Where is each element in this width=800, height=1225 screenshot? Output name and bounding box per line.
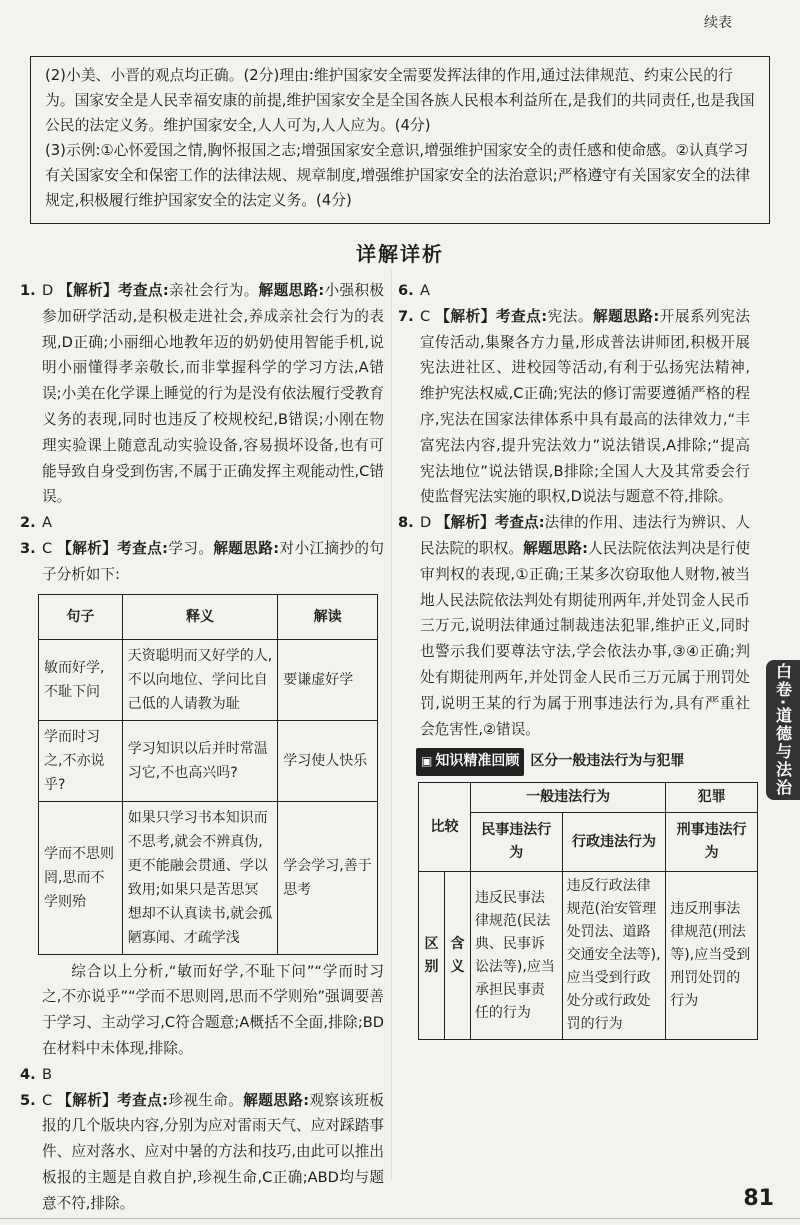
table-cell: 违反行政法律规范(治安管理处罚法、道路交通安全法等),应当受到行政处分或行政处罚的行为: [562, 872, 666, 1040]
continued-label: 续表: [704, 15, 732, 31]
table-cell: 违反民事法律规范(民法典、民事诉讼法等),应当承担民事责任的行为: [470, 872, 562, 1040]
page-number: 81: [743, 1186, 774, 1211]
table-cell: 含义: [444, 872, 470, 1040]
table-row: [39, 639, 378, 720]
question-5: [20, 1088, 384, 1217]
comparison-table: [418, 782, 758, 1040]
column-divider: [391, 270, 392, 1180]
answer: C: [42, 539, 53, 557]
table-cell: 学会学习,善于思考: [278, 801, 378, 954]
table-row: [419, 872, 758, 1040]
table-cell: 学而时习之,不亦说乎?: [39, 720, 123, 801]
intro: 对小江摘抄的句子分析如下:: [42, 539, 384, 583]
right-column: [398, 278, 750, 1040]
question-number: 2.: [20, 514, 36, 532]
analysis-tag: 【解析】: [57, 1091, 118, 1109]
table-header: 民事违法行为: [470, 813, 562, 872]
question-number: 8.: [398, 514, 414, 532]
table-cell: 区别: [419, 872, 445, 1040]
idea-label: 解题思路:: [523, 539, 588, 557]
answer: C: [420, 307, 431, 325]
idea-label: 解题思路:: [592, 307, 660, 325]
knowledge-point: 法律的作用、违法行为辨识、人民法院的职权。: [420, 514, 750, 557]
book-icon: ▣: [421, 754, 433, 769]
section-title: 详解详析: [356, 242, 444, 266]
explanation: 开展系列宪法宣传活动,集聚各方力量,形成普法讲师团,积极开展宪法进社区、进校园等活动,有利于弘扬宪法精神,维护宪法权威,C正确;宪法的修订需要遵循严格的程序,宪法在国家法律体系中具有最高的法律效力,“丰富宪法内容,提升宪法效力”说法错误,A排除;“提高宪法地位”说法错误,B排除;全国人大及其常委会行使监督宪法实施的职权,D说法与题意不符,排除。: [420, 307, 750, 506]
answer: D: [420, 514, 432, 532]
table-cell: 要谦虚好学: [278, 639, 378, 720]
question-7: [398, 304, 750, 510]
question-2: [20, 510, 384, 536]
table-row: [39, 801, 378, 954]
question-number: 3.: [20, 539, 36, 557]
kp-label: 考查点:: [118, 282, 169, 299]
table-header: 句子: [39, 594, 123, 639]
answer: D: [42, 282, 54, 299]
table-cell: 如果只学习书本知识而不思考,就会不辨真伪,更不能融会贯通、学以致用;如果只是苦思冥想却不认真读书,就会孤陋寡闻、才疏学浅: [122, 801, 278, 954]
table-cell: 学习知识以后并时常温习它,不也高兴吗?: [122, 720, 278, 801]
answer-part-2: (2)小美、小晋的观点均正确。(2分)理由:维护国家安全需要发挥法律的作用,通过法律规范、约束公民的行为。国家安全是人民幸福安康的前提,维护国家安全是全国各族人民根本利益所在,是我们的共同责任,也是我国公民的法定义务。维护国家安全,人人可为,人人应为。(4分): [45, 67, 755, 134]
table-header: 行政违法行为: [562, 813, 666, 872]
question-3: [20, 536, 384, 588]
question-number: 6.: [398, 282, 414, 299]
table-cell: 违反刑事法律规范(刑法等),应当受到刑罚处罚的行为: [666, 872, 758, 1040]
table-header: 释义: [122, 594, 278, 639]
badge-label: 知识精准回顾: [435, 753, 520, 770]
table-cell: 学习使人快乐: [278, 720, 378, 801]
question-1: [20, 278, 384, 510]
idea-label: 解题思路:: [258, 282, 325, 299]
explanation: 人民法院依法判决是行使审判权的表现,①正确;王某多次窃取他人财物,被当地人民法院依法判处有期徒刑两年,并处罚金人民币三万元,说明法律通过制裁违法犯罪,维护正义,同时也警示我们要尊法守法,学会依法办事,③④正确;判处有期徒刑两年,并处罚金人民币三万元属于刑罚处罚,说明王某的行为属于刑事违法行为,具有严重社会危害性,②错误。: [420, 539, 750, 738]
question-number: 1.: [20, 282, 36, 299]
q3-conclusion: 综合以上分析,“敏而好学,不耻下问”“学而时习之,不亦说乎”“学而不思则罔,思而不学则殆”强调要善于学习、主动学习,C符合题意;A概括不全面,排除;BD在材料中未体现,排除。: [42, 962, 384, 1057]
explanation: 小强积极参加研学活动,是积极走进社会,养成亲社会行为的表现,D正确;小丽细心地教年迈的奶奶使用智能手机,说明小丽懂得孝亲敬长,而非掌握科学的学习方法,A错误;小美在化学课上睡觉的行为是没有依法履行受教育义务的表现,同时也违反了校规校纪,B错误;小刚在物理实验课上随意乱动实验设备,容易损坏设备,也有可能导致自身受到伤害,不属于正确发挥主观能动性,C错误。: [42, 282, 384, 506]
analysis-tag: 【解析】: [58, 282, 118, 299]
idea-label: 解题思路:: [213, 539, 280, 557]
answer: C: [42, 1091, 53, 1109]
answer-part-3: (3)示例:①心怀爱国之情,胸怀报国之志;增强国家安全意识,增强维护国家安全的责任感和使命感。②认真学习有关国家安全和保密工作的法律法规、规章制度,增强维护国家安全的法治意识;严格遵守有关国家安全的法律规定,积极履行维护国家安全的法定义务。(4分): [45, 142, 751, 209]
knowledge-point: 亲社会行为。: [168, 282, 259, 299]
table-cell: 天资聪明而又好学的人,不以向地位、学问比自己低的人请教为耻: [122, 639, 278, 720]
explanation: 观察该班板报的几个版块内容,分别为应对雷雨天气、应对踩踏事件、应对落水、应对中暑的方法和技巧,由此可以推出板报的主题是自救自护,珍视生命,C正确;ABD均与题意不符,排除。: [42, 1091, 384, 1212]
table-cell: 学而不思则罔,思而不学则殆: [39, 801, 123, 954]
table-header: 一般违法行为: [470, 783, 665, 813]
analysis-tag: 【解析】: [435, 307, 496, 325]
kp-label: 考查点:: [495, 307, 548, 325]
knowledge-point: 珍视生命。: [167, 1091, 244, 1109]
table-header: 解读: [278, 594, 378, 639]
idea-label: 解题思路:: [243, 1091, 310, 1109]
left-column: [20, 278, 384, 1217]
knowledge-badge: [416, 748, 524, 776]
kp-label: 考查点:: [117, 539, 168, 557]
table-cell: 敏而好学,不耻下问: [39, 639, 123, 720]
table-header: 比较: [419, 783, 471, 872]
answer: A: [420, 282, 430, 299]
table-header: 犯罪: [666, 783, 758, 813]
footer-line: [0, 1218, 800, 1219]
side-tab: 白卷·道德与法治: [766, 660, 800, 800]
knowledge-review: [416, 748, 750, 776]
question-6: [398, 278, 750, 304]
knowledge-point: 学习。: [167, 539, 214, 557]
kp-label: 考查点:: [117, 1091, 168, 1109]
table-header: 刑事违法行为: [666, 813, 758, 872]
answer: A: [42, 514, 52, 532]
knowledge-point: 宪法。: [547, 307, 593, 325]
analysis-tag: 【解析】: [435, 514, 495, 532]
kp-label: 考查点:: [494, 514, 545, 532]
answer: B: [42, 1065, 53, 1083]
table-row: [39, 720, 378, 801]
sentence-table: [38, 594, 378, 955]
question-number: 4.: [20, 1065, 36, 1083]
answer-box: [30, 56, 770, 224]
question-8: [398, 510, 750, 742]
question-number: 7.: [398, 307, 414, 325]
analysis-tag: 【解析】: [57, 539, 118, 557]
knowledge-title: 区分一般违法行为与犯罪: [530, 753, 685, 770]
question-4: [20, 1062, 384, 1088]
question-number: 5.: [20, 1091, 36, 1109]
